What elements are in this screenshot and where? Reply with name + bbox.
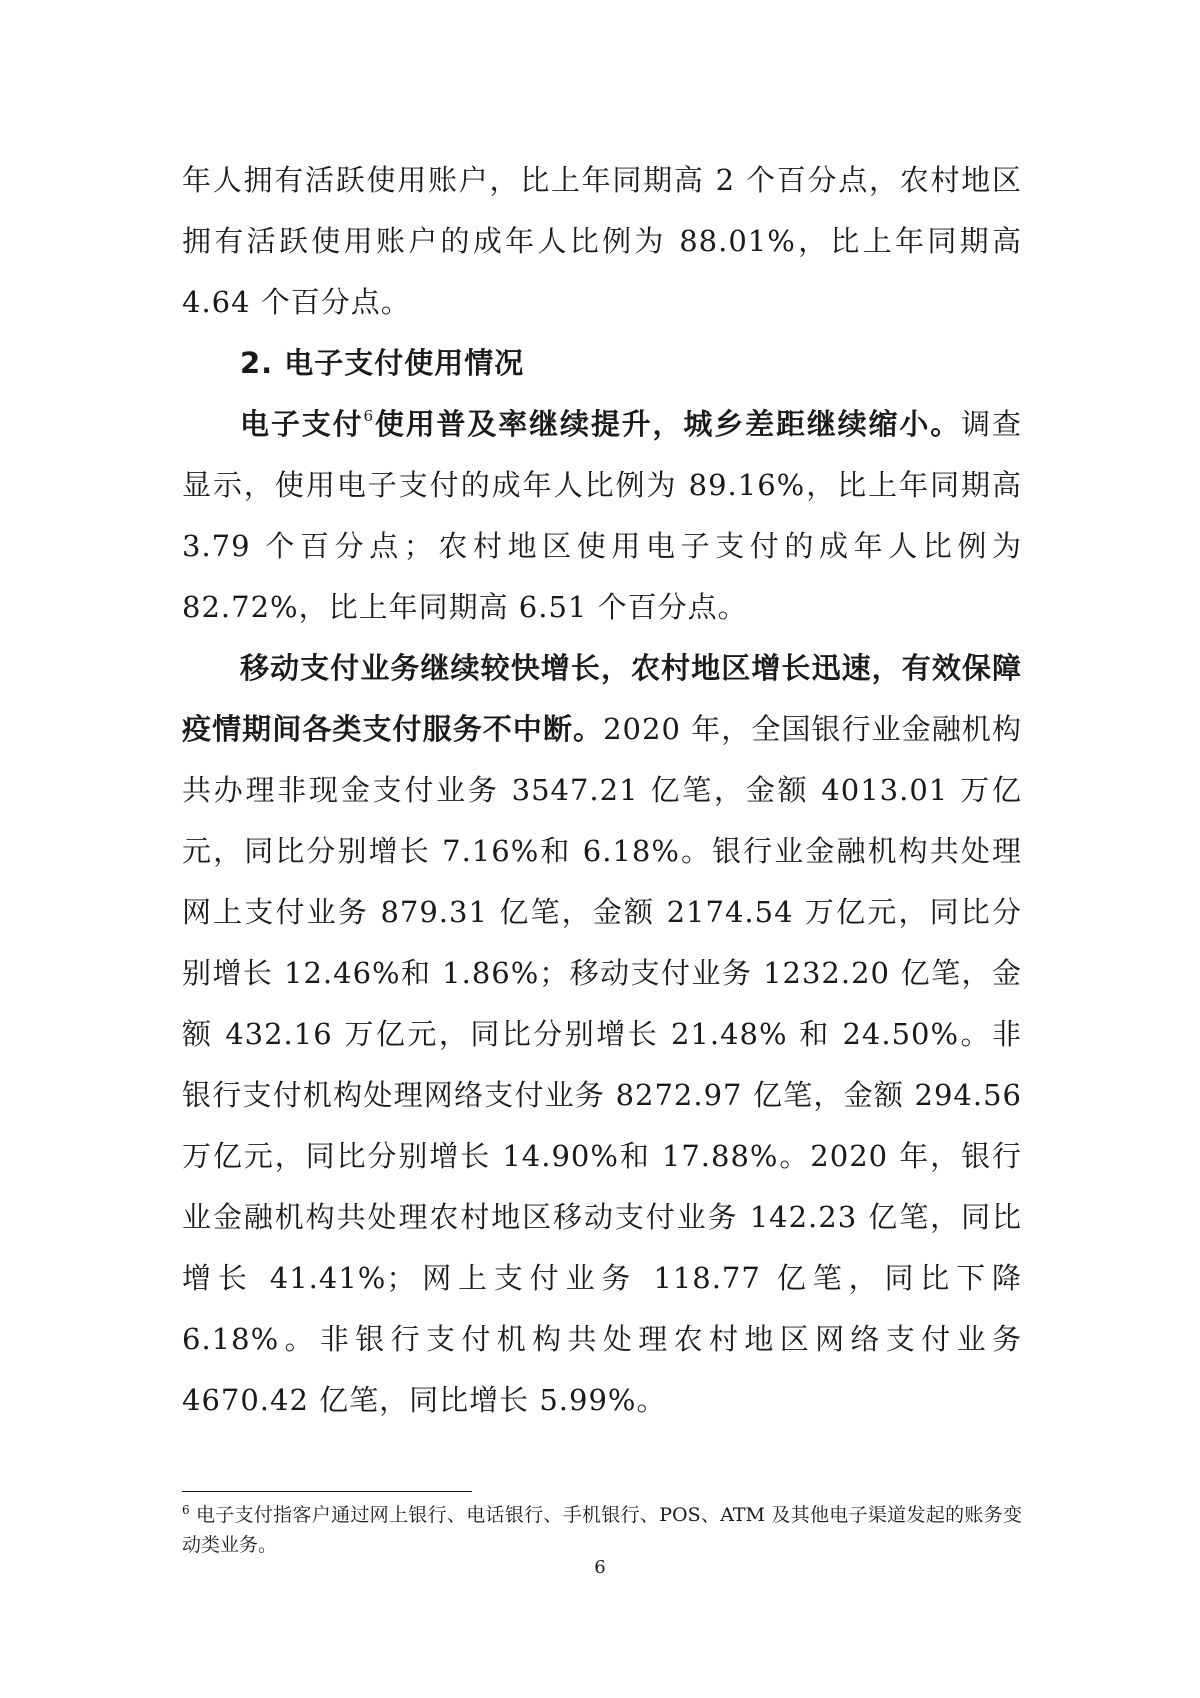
lead-text-start: 电子支付 xyxy=(240,407,364,441)
footnote-reference[interactable]: 6 xyxy=(363,407,374,425)
lead-sentence: 移动支付业务继续较快增长，农村地区增长迅速，有效保障疫情期间各类支付服务不中断。 xyxy=(182,651,1022,746)
footnote-separator xyxy=(182,1491,472,1492)
footnote xyxy=(182,1500,1022,1560)
paragraph-body: 调查显示，使用电子支付的成年人比例为 89.16%，比上年同期高 3.79 个百分点；农村地区使用电子支付的成年人比例为 82.72%，比上年同期高 6.51 个百分点。 xyxy=(182,407,1022,624)
paragraph-body: 2020 年，全国银行业金融机构共办理非现金支付业务 3547.21 亿笔，金额 4013.01 万亿元，同比分别增长 7.16%和 6.18%。银行业金融机构共处理网上支付业务 879.31 亿笔，金额 2174.54 万亿元，同比分别增长 12.46%和 1.86%；移动支付业务 1232.20 亿笔，金额 432.16 万亿元，同比分别增长 21.48% 和 24.50%。非银行支付机构处理网络支付业务 8272.97 亿笔，金额 294.56 万亿元，同比分别增长 14.90%和 17.88%。2020 年，银行业金融机构共处理农村地区移动支付业务 142.23 亿笔，同比增长 41.41%；网上支付业务 118.77 亿笔，同比下降 6.18%。非银行支付机构共处理农村地区网络支付业务 4670.42 亿笔，同比增长 5.99%。 xyxy=(182,712,1022,1417)
footnote-text: 电子支付指客户通过网上银行、电话银行、手机银行、POS、ATM 及其他电子渠道发起的账务变动类业务。 xyxy=(182,1504,1022,1556)
paragraph-continuation: 年人拥有活跃使用账户，比上年同期高 2 个百分点，农村地区拥有活跃使用账户的成年人比例为 88.01%，比上年同期高 4.64 个百分点。 xyxy=(182,163,1022,319)
lead-text-end: 使用普及率继续提升，城乡差距继续缩小。 xyxy=(373,407,962,441)
section-heading: 2. 电子支付使用情况 xyxy=(240,346,525,380)
lead-sentence xyxy=(240,407,961,441)
paragraph-mobile-payment xyxy=(182,638,1022,1431)
body-text xyxy=(182,150,1022,1431)
footnote-mark: 6 xyxy=(182,1503,190,1517)
page-number: 6 xyxy=(594,1557,606,1578)
paragraph-electronic-payment xyxy=(182,394,1022,638)
